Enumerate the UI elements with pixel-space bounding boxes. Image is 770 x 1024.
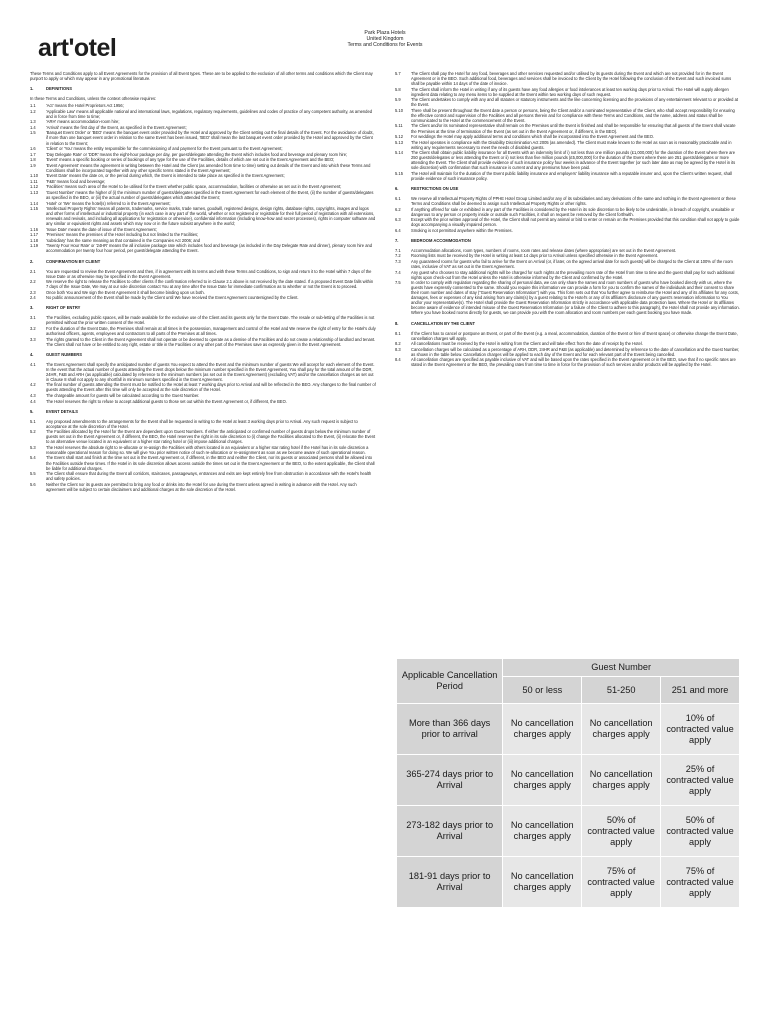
clause-item xyxy=(395,259,740,269)
clause-number: 1.3 xyxy=(30,119,36,125)
clause-item xyxy=(395,253,740,258)
clause-number: 1.17 xyxy=(30,232,38,238)
clause-item xyxy=(30,429,376,444)
clause-text: Except with the prior written approval of the Hotel, the Client shall not permit any animal or bird to enter or remain on the Premises provided that this condition shall not apply to guide dogs accompanying a visually impaired person. xyxy=(411,217,740,228)
clause-item xyxy=(30,206,376,226)
clause-number: 6.2 xyxy=(395,206,401,212)
clause-item xyxy=(30,125,376,130)
clause-number: 5.1 xyxy=(30,418,36,424)
clause-item xyxy=(395,123,740,133)
clause-number: 7.3 xyxy=(395,259,401,264)
clause-number: 1.18 xyxy=(30,237,38,243)
clause-number: 2.2 xyxy=(30,279,36,285)
clause-item xyxy=(395,196,740,206)
clause-text: The chargeable amount for guests will be calculated according to the Guest Number. xyxy=(46,392,200,398)
clause-text: Any guest who chooses to stay additional nights will be charged for such nights at the prevailing room rate of the Hotel from time to time and the guest shall pay for such additional nights upon check-out from the Hotel unless the Hotel is otherwise informed by the Client and confirmed by the Hotel. xyxy=(411,269,735,280)
clause-number: 5.5 xyxy=(30,471,36,477)
clause-item xyxy=(30,119,376,124)
section-title: CANCELLATION BY THE CLIENT xyxy=(411,320,475,326)
clause-text: We reserve the right to release the Facilities to other clients if the confirmation referred to in Clause 2.1 above is not received by the date stated. If a proposed Event Date falls within 7 days of the Issue Date, We may at our sole discretion contact You at any time after the Issue Date for immediate confirmation as to whether or not the Event is to proceed. xyxy=(46,279,374,290)
clause-number: 7.5 xyxy=(395,280,401,286)
clause-item xyxy=(30,146,376,151)
clause-number: 1.5 xyxy=(30,130,36,136)
clause-number: 1.10 xyxy=(30,173,38,179)
clause-number: 2.1 xyxy=(30,268,36,274)
charge-cell: No cancellation charges apply xyxy=(503,806,582,857)
clause-text: All cancellation charges are specified as payable inclusive of VAT and will be based upon the rates specified in the Event Agreement or in the BEO, save that if no specific rates are stated in the Event Agreement or the BEO, the prevailing rates from time to time in force for the provision of such services and/or products will be applied by the Hotel. xyxy=(411,357,736,368)
clause-text: We reserve all Intellectual Property Rights of PPHE Hotel Group Limited and/or any of its subsidiaries and any derivations of the same and nothing in the Event Agreement or these Terms and Conditions shall be deemed to assign such Intellectual Property Rights or other rights. xyxy=(411,196,736,207)
clause-number: 4.3 xyxy=(30,392,36,398)
clause-item xyxy=(30,315,376,325)
clause-text: 'Banquet Event Order' or 'BEO' means the banquet event order provided by the Hotel and approved by the Client setting out the final details of the Event. For the avoidance of doubt, if more than one banquet event order in relation to the same Event has been issued, 'BEO' shall mean the last banquet event order provided by the Hotel and approved by the Client in relation to the Event; xyxy=(46,130,374,146)
clause-item xyxy=(30,184,376,189)
clause-text: 'Facilities' means such area of the Hotel to be utilised for the Event whether public space, accommodation, facilities or otherwise as set out in the Event Agreement; xyxy=(46,184,342,190)
clause-number: 5.13 xyxy=(395,139,403,145)
clause-item xyxy=(395,108,740,123)
clause-text: 'F&B' means food and beverage; xyxy=(46,178,106,184)
clause-number: 5.8 xyxy=(395,86,401,92)
clause-item xyxy=(30,190,376,200)
clause-text: Smoking is not permitted anywhere within the Premises. xyxy=(411,227,513,233)
clause-number: 1.1 xyxy=(30,103,36,109)
clause-item xyxy=(30,399,376,404)
clause-item xyxy=(395,207,740,217)
charge-cell: 75% of contracted value apply xyxy=(661,857,740,908)
clause-text: The Facilities, excluding public spaces, will be made available for the exclusive use of the Client and its guests only for the Event Date. The resale or sub-letting of the Facilities is not permitted without the prior written consent of the Hotel. xyxy=(46,315,375,326)
clause-item xyxy=(395,341,740,346)
clause-text: Neither the Client nor its guests are permitted to bring any food or drinks into the Hotel for use during the Event unless agreed in writing in advance with the Hotel. Any such agreement will be subject to certain disclaimers and additional charges at the sole discretion of the Hotel. xyxy=(46,481,357,492)
clause-text: The Hotel will maintain for the duration of the Event public liability insurance and employers' liability insurance with a reputable insurer and, upon the Client's written request, shall provide evidence of such insurance policy. xyxy=(411,170,733,181)
clause-item xyxy=(395,228,740,233)
period-cell: 365-274 days prior to Arrival xyxy=(397,755,503,806)
header-company: Park Plaza Hotels xyxy=(364,30,406,36)
clause-text: 'subsidiary' has the same meaning as that contained in the Companies Act 2006; and xyxy=(46,237,201,243)
clause-item xyxy=(395,357,740,367)
clause-item xyxy=(30,201,376,206)
clause-item xyxy=(395,217,740,227)
section-heading xyxy=(395,186,740,191)
clause-item xyxy=(30,393,376,398)
clause-number: 1.11 xyxy=(30,178,38,184)
event-details-list xyxy=(30,419,376,492)
clause-item xyxy=(30,227,376,232)
header-title: Terms and Conditions for Events xyxy=(347,42,423,49)
clause-number: 5.10 xyxy=(395,107,403,113)
section-title: DEFINITIONS xyxy=(46,86,72,92)
clause-number: 1.9 xyxy=(30,162,36,168)
clause-item xyxy=(395,171,740,181)
clause-number: 3.3 xyxy=(30,336,36,342)
clause-number: 5.3 xyxy=(30,444,36,450)
charge-cell: 10% of contracted value apply xyxy=(661,704,740,755)
section-title: EVENT DETAILS xyxy=(46,408,78,414)
artotel-logo: art'otel xyxy=(38,34,117,62)
column-header: 51-250 xyxy=(582,677,661,704)
period-header: Applicable Cancellation Period xyxy=(397,659,503,704)
period-cell: 181-91 days prior to Arrival xyxy=(397,857,503,908)
clause-text: 'Hotel' or 'We' means the hotel(s) referred to in the Event Agreement; xyxy=(46,200,171,206)
clause-text: There shall be present throughout the Event date a person or persons, being the Client and/or a nominated representative of the Client, who shall accept responsibility for ensuring the effective control and supervision of the Facilities and all persons therein and for compliance with these Terms and Conditions, and the name, address and status shall be communicated to the Hotel at the commencement of the Event. xyxy=(411,107,735,123)
period-cell: More than 366 days prior to arrival xyxy=(397,704,503,755)
clause-number: 3.1 xyxy=(30,315,36,321)
clause-item xyxy=(30,157,376,162)
charge-cell: No cancellation charges apply xyxy=(582,755,661,806)
charge-cell: No cancellation charges apply xyxy=(503,755,582,806)
clause-item xyxy=(30,109,376,119)
clause-item xyxy=(395,134,740,139)
clause-item xyxy=(30,362,376,382)
clause-number: 7.4 xyxy=(395,269,401,275)
cancellation-fee-table xyxy=(396,658,740,908)
clause-text: No public announcement of the Event shall be made by the Client until We have received the Event Agreement countersigned by the Client. xyxy=(46,295,299,301)
clause-text: In order to comply with regulation regarding the sharing of personal data, we can only share the names and room numbers of guests who have booked directly with us, where the guests have expressly consented to the same. Should you require this information we can provide a form for you to confirm the names of the individuals and their consent to share their room number and dates of stay ("Guest Reservation Information") with you. This form sets out that You further agree to reimburse the Hotel and any of its affiliates for any costs, damages, fees or expenses of any kind arising from any claim(s) by a guest relating to the Hotel's or any of its affiliate's disclosure of any guest's reservation information to You and/or your representative(s). The Hotel shall provide the Guest Reservation Information strictly in accordance with applicable data protection laws. Where the Hotel or its affiliates become aware of evidence of intended misuse of the Guest Reservation Information (or a failure of the Client to adhere to this paragraph), the Hotel shall not provide any information. Where you have booked rooms directly for guests, we can provide you with the room allocation and room numbers per each guest booking you have made. xyxy=(411,280,740,316)
clause-item xyxy=(395,331,740,341)
clause-number: 2.3 xyxy=(30,289,36,295)
charge-cell: 50% of contracted value apply xyxy=(582,806,661,857)
clause-item xyxy=(30,326,376,336)
clause-number: 6.1 xyxy=(395,196,401,202)
header-country: United Kingdom xyxy=(366,36,404,43)
section-title: CONFIRMATION BY CLIENT xyxy=(46,258,101,264)
clause-text: If anything offered for sale or exhibited in any part of the Facilities is considered by the Hotel in its sole discretion to be likely to be undesirable, in breach of copyright, unsuitable or dangerous to any person or property inside or outside such Facilities, it shall on request be removed by the Client forthwith. xyxy=(411,206,735,217)
section-number: 1. xyxy=(30,86,34,92)
clause-text: The Client undertakes to comply with any and all statutes or statutory instruments and the like concerning licensing and the provisions of any entertainment relevant to or provided at the Event. xyxy=(411,97,738,108)
clause-number: 1.19 xyxy=(30,243,38,249)
clause-item xyxy=(395,270,740,280)
clause-text: 'Event' means a specific booking or series of bookings of any type for the use of the Facilities, details of which are set out in the Event Agreement and the BEO; xyxy=(46,157,335,163)
clause-item xyxy=(30,482,376,492)
clause-item xyxy=(30,471,376,481)
clause-item xyxy=(395,140,740,150)
clause-item xyxy=(395,347,740,357)
charge-cell: No cancellation charges apply xyxy=(582,704,661,755)
column-header: 251 and more xyxy=(661,677,740,704)
clause-text: 'Act' means the Hotel Proprietors Act 1956; xyxy=(46,103,124,109)
definitions-list xyxy=(30,103,376,253)
clause-text: 'Intellectual Property Rights' means all patents, trademarks, service marks, trade names, goodwill, registered designs, design rights, database rights, copyrights, images and logos and other forms of intellectual or industrial property (in each case in any part of the world, whether or not registered or registrable for their full period of registration with all extensions, renewals and revivals, and including all applications for registration or otherwise), confidential information (including know-how and secret processes), rights in computer software and any similar or equivalent rights and assets which may now or in the future subsist anywhere in the world; xyxy=(46,206,376,227)
clause-text: 'Arrival' means the first day of the Event, as specified in the Event Agreement; xyxy=(46,124,187,130)
fee-row xyxy=(397,755,740,806)
clause-number: 5.2 xyxy=(30,429,36,435)
clause-item xyxy=(30,232,376,237)
clause-text: For the duration of the Event Date, the Premises shall remain at all times in the possession, management and control of the Hotel and We reserve the right of entry for the Hotel's duly authorised officers, agents, employees and contractors to all parts of the Premises at all times. xyxy=(46,325,376,337)
clause-number: 4.1 xyxy=(30,361,36,367)
clause-number: 3.2 xyxy=(30,325,36,331)
clause-item xyxy=(30,419,376,429)
clause-text: The rights granted to the Client in the Event Agreement shall not operate or be deemed to operate as a demise of the Facilities and do not create a relationship of landlord and tenant. The Client shall not have or be entitled to any right, estate or title in the Facilities or any other part of the Premises save as expressly given in the Event Agreement. xyxy=(46,336,376,347)
section-heading xyxy=(395,238,740,243)
clause-item xyxy=(395,280,740,315)
clause-text: The Hotel reserves the right to refuse to accept additional guests to those set out within the Event Agreement or, if different, the BEO. xyxy=(46,398,287,404)
clause-item xyxy=(30,337,376,347)
clause-text: All cancellations must be received by the Hotel in writing from the Client and will take effect from the date of receipt by the Hotel. xyxy=(411,341,643,347)
clause-text: Once both You and We sign the Event Agreement it shall become binding upon us both. xyxy=(46,289,205,295)
clause-text: The Event shall start and finish at the time set out in the Event Agreement or, if different, in the BEO and neither the Client, nor its guests or associated persons shall be allowed into the Facilities outside these times. If the Hotel in its sole discretion allows access outside the times set out in the Event Agreement or the BEO, to the extent applicable, the Client shall be liable for additional charges. xyxy=(46,455,375,471)
clause-item xyxy=(30,295,376,300)
clause-item xyxy=(395,97,740,107)
clause-text: 'Issue Date' means the date of issue of the Event Agreement; xyxy=(46,226,157,232)
section-heading xyxy=(30,305,376,310)
clause-number: 2.4 xyxy=(30,295,36,301)
clause-item xyxy=(30,173,376,178)
section-number: 6. xyxy=(395,185,399,191)
clause-text: 'Applicable Law' means all applicable national and international laws, regulations, regulatory requirements, guidelines and codes of practice of any competent authority, as amended and in force from time to time; xyxy=(46,108,372,119)
clause-number: 5.7 xyxy=(395,71,401,76)
charge-cell: No cancellation charges apply xyxy=(503,857,582,908)
document-header xyxy=(310,30,460,49)
section-number: 3. xyxy=(30,305,34,311)
clause-number: 1.12 xyxy=(30,184,38,190)
clause-text: Any guaranteed rooms for guests who fail to arrive for the Event on Arrival (or, if later, on the agreed arrival date for such guests) will be charged to the Client at 100% of the room rates, inclusive of VAT as set out in the Event Agreement. xyxy=(411,259,733,270)
clause-text: The final number of guests attending the Event must be notified to the Hotel at least 7 working days prior to Arrival and will be reflected in the BEO. Any changes to the final number of guests attending the Event after this time will only be accepted at the sole discretion of the Hotel. xyxy=(46,382,376,393)
charge-cell: 75% of contracted value apply xyxy=(582,857,661,908)
clause-number: 1.14 xyxy=(30,200,38,206)
clause-text: The Hotel reserves the absolute right to re-allocate or re-assign the Facilities with others located in an equivalent or a higher star rating hotel if the Hotel has in its sole discretion a reasonable operational reason for doing so. We will give You prior written notice of such re-allocation or re-assignment as soon as we become aware of such operational reason. xyxy=(46,444,369,455)
clause-number: 5.15 xyxy=(395,170,403,176)
clause-item xyxy=(30,445,376,455)
section-title: RESTRICTIONS ON USE xyxy=(411,185,459,191)
clause-number: 5.4 xyxy=(30,455,36,461)
right-of-entry-list xyxy=(30,315,376,346)
clause-item xyxy=(30,238,376,243)
clause-number: 8.1 xyxy=(395,330,401,336)
charge-cell: No cancellation charges apply xyxy=(503,704,582,755)
clause-item xyxy=(30,279,376,289)
clause-number: 8.2 xyxy=(395,341,401,347)
clause-item xyxy=(395,150,740,170)
fee-row xyxy=(397,857,740,908)
fee-row xyxy=(397,704,740,755)
clause-text: Rooming lists must be received by the Hotel in writing at least 14 days prior to Arrival unless specified otherwise in the Event Agreement. xyxy=(411,253,659,259)
bedroom-list xyxy=(395,248,740,316)
left-column xyxy=(30,71,376,492)
section-title: RIGHT OF ENTRY xyxy=(46,305,81,311)
clause-number: 6.3 xyxy=(395,217,401,223)
section-number: 8. xyxy=(395,320,399,326)
clause-text: For weddings the Hotel may apply additional terms and conditions which shall be incorporated into the Event Agreement and the BEO. xyxy=(411,134,655,140)
clause-number: 5.14 xyxy=(395,150,403,156)
clause-number: 5.9 xyxy=(395,97,401,103)
fee-table-body xyxy=(397,704,740,908)
clause-text: 'Twenty Four Hour Rate' or '24HR' means the all inclusive package rate which includes food and beverage (as included in the Day Delegate Rate and dinner), plenary room hire and accommodation per twenty four hour period, per guest/delegate attending the Event. xyxy=(46,243,373,254)
clause-item xyxy=(30,152,376,157)
clause-text: 'Premises' means the premises of the Hotel including but not limited to the Facilities; xyxy=(46,232,199,238)
confirmation-list xyxy=(30,269,376,301)
clause-number: 5.6 xyxy=(30,481,36,487)
charge-cell: 25% of contracted value apply xyxy=(661,755,740,806)
section-heading xyxy=(30,352,376,357)
guest-number-header: Guest Number xyxy=(503,659,740,677)
clause-number: 1.15 xyxy=(30,206,38,212)
clause-item xyxy=(30,382,376,392)
section-number: 2. xyxy=(30,258,34,264)
clause-text: 'Event Agreement' means the agreement in writing between the Hotel and the Client (as amended from time to time) setting out details of the Event and into which these Terms and Conditions shall be incorporated together with any other specific terms stated in the Event Agreement; xyxy=(46,162,371,173)
clause-text: The Client shall inform the Hotel in writing if any of its guests have any food allergies or food intolerances at least ten working days prior to Arrival. The Hotel will supply allergen ingredient data relating to any menu items to be supplied at the Event within two working days of such request. xyxy=(411,86,729,97)
section-heading xyxy=(30,86,376,91)
definitions-lead: In these Terms and Conditions, unless the context otherwise requires: xyxy=(30,96,157,102)
clause-number: 1.7 xyxy=(30,151,36,157)
clause-text: The Client and/or its nominated representative shall remain on the Premises until the Event is finished and shall be responsible for ensuring that all guests of the Event shall vacate the Premises at the time of termination of the Event (as set out in the Event Agreement or, if different, in the BEO). xyxy=(411,123,736,134)
section-heading xyxy=(30,409,376,414)
clause-item xyxy=(30,269,376,279)
clause-item xyxy=(30,103,376,108)
clause-number: 1.13 xyxy=(30,189,38,195)
clause-text: You are requested to review the Event Agreement and then, if in agreement with its terms and with these Terms and Conditions, to sign and return it to the Hotel within 7 days of the Issue Date or as otherwise may be specified in the Event Agreement. xyxy=(46,268,372,279)
clause-number: 4.2 xyxy=(30,382,36,388)
clause-number: 7.2 xyxy=(395,253,401,259)
clause-number: 1.8 xyxy=(30,157,36,163)
clause-item xyxy=(30,179,376,184)
clause-text: The Client shall obtain public liability insurance for all Events with an indemnity limit of i) not less than one million pounds (£1,000,000) for the duration of the Event where there are 250 guests/delegates or less attending the Event or ii) not less than five million pounds (£5,000,000) for the duration of the Event where there are 251 guests/delegates or more attending the Event. The Client shall provide evidence of such insurance policy four weeks in advance of the Event together (or such later date as may be agreed by the Hotel in its sole discretion) with confirmation that such insurance is current and any premiums have been paid. xyxy=(411,150,736,171)
clause-text: 'ARH' means accommodation-room hire; xyxy=(46,119,120,125)
clause-text: If the Client has to cancel or postpone an Event, or part of the Event (e.g. a meal, accommodation, duration of the Event or hire of Event space) or otherwise change the Event Date, cancellation charges will apply. xyxy=(411,330,738,341)
guest-numbers-list xyxy=(30,362,376,404)
clause-number: 1.4 xyxy=(30,124,36,130)
right-column xyxy=(395,71,740,368)
clause-text: 'Guest Number' means the higher of (i) the minimum number of guests/delegates specified in the Event Agreement for each element of the Event, (ii) the number of guests/delegates as specified in the BEO, or (iii) the actual number of guests/delegates which attended the Event; xyxy=(46,189,374,200)
clause-text: The Client shall pay the Hotel for any food, beverages and other services requested and/or utilised by its guests during the Event and which are not provided for in the Event Agreement or in the BEO. Such additional food, beverages and services shall be invoiced to the Client by the Hotel following the conclusion of the Event and such invoiced sums shall be payable within 14 days of the date of invoice. xyxy=(411,71,732,87)
clause-text: Accommodation allocations, room types, numbers of rooms, room rates and release dates (where appropriate) are set out in the Event Agreement. xyxy=(411,247,677,253)
charge-cell: 50% of contracted value apply xyxy=(661,806,740,857)
event-details-continued-list xyxy=(395,71,740,181)
clause-number: 5.12 xyxy=(395,134,403,140)
restrictions-list xyxy=(395,196,740,233)
cancellation-list xyxy=(395,331,740,368)
clause-text: The Facilities allocated by the Hotel for the Event are dependent upon Guest Numbers. If either the anticipated or confirmed number of guests drops below the minimum number of guests set out in the Event Agreement or, if different, the BEO, the Hotel reserves the right in its sole discretion to (i) change the Facilities allocated to the Event, (ii) relocate the Event to an alternative venue located in an equivalent or a higher star rating hotel or (iii) impose additional charges. xyxy=(46,429,376,445)
clause-item xyxy=(395,248,740,253)
clause-text: Any proposed amendments to the arrangements for the Event shall be requested in writing to the Hotel at least 3 working days prior to Arrival. Any such request is subject to acceptance at the sole discretion of the Hotel. xyxy=(46,418,358,429)
clause-text: The Client shall ensure that during the Event all corridors, staircases, passageways, entrances and exits are kept entirely free from obstruction in accordance with the Hotel's health and safety policies. xyxy=(46,471,372,482)
clause-text: The Hotel operates in compliance with the Disability Discrimination Act 2005 (as amended). The Client must make known to the Hotel as soon as is reasonably practicable and in writing any requirements necessary to meet the needs of disabled guests. xyxy=(411,139,732,150)
clause-text: 'Client' or 'You' means the entity responsible for the commissioning of and payment for the Event pursuant to the Event Agreement; xyxy=(46,146,283,152)
clause-text: 'Day Delegate Rate' or 'DDR' means the eight-hour package per day, per guest/delegate attending the Event which includes food and beverage and plenary room hire; xyxy=(46,151,348,157)
clause-number: 1.6 xyxy=(30,146,36,152)
section-number: 7. xyxy=(395,237,399,243)
clause-number: 7.1 xyxy=(395,247,401,253)
clause-text: The Event Agreement shall specify the anticipated number of guests You expect to attend the Event and the minimum number of guests We will accept for each element of the Event. In the event that the actual number of guests attending the Event drops below the minimum number specified in the Event Agreement, You shall pay for the total amount of the DDR, 24HR, F&B and ARH (as applicable) calculated by reference to the minimum numbers (as set out in the Event Agreement) (excluding VAT) and/or the cancellation charges as set out in Clause 8 shall not apply to any shortfall in minimum numbers specified in the Event Agreement. xyxy=(46,361,375,382)
clause-item xyxy=(30,243,376,253)
clause-number: 8.4 xyxy=(395,357,401,363)
clause-item xyxy=(395,87,740,97)
clause-item xyxy=(30,455,376,470)
clause-number: 6.4 xyxy=(395,227,401,233)
clause-number: 1.16 xyxy=(30,226,38,232)
clause-number: 4.4 xyxy=(30,398,36,404)
clause-item xyxy=(30,163,376,173)
intro-paragraph: These Terms and Conditions apply to all Event Agreements for the provision of all Event types. These are to be applied to the exclusion of all other terms and conditions which the Client may purport to apply or which may appear in any promotional literature. xyxy=(30,71,373,82)
fee-row xyxy=(397,806,740,857)
section-number: 4. xyxy=(30,351,34,357)
clause-number: 8.3 xyxy=(395,346,401,352)
clause-number: 1.2 xyxy=(30,108,36,114)
clause-text: 'Event Date' means the date on, or the period during which, the Event is intended to take place as specified in the Event Agreement; xyxy=(46,173,285,179)
clause-item xyxy=(395,71,740,86)
section-title: BEDROOM ACCOMMODATION xyxy=(411,237,471,243)
section-title: GUEST NUMBERS xyxy=(46,351,82,357)
clause-item xyxy=(30,290,376,295)
section-heading xyxy=(30,259,376,264)
clause-item xyxy=(30,130,376,145)
section-number: 5. xyxy=(30,408,34,414)
period-cell: 273-182 days prior to Arrival xyxy=(397,806,503,857)
clause-text: Cancellation charges will be calculated as a percentage of ARH, DDR, 24HR and F&B (as applicable) and determined by reference to the date of cancellation and the Guest Number, as shown in the table below. Cancellation charges will be applied to each day of the Event and for each relevant part of the Event being cancelled. xyxy=(411,346,740,357)
section-heading xyxy=(395,321,740,326)
column-header: 50 or less xyxy=(503,677,582,704)
clause-number: 5.11 xyxy=(395,123,403,129)
